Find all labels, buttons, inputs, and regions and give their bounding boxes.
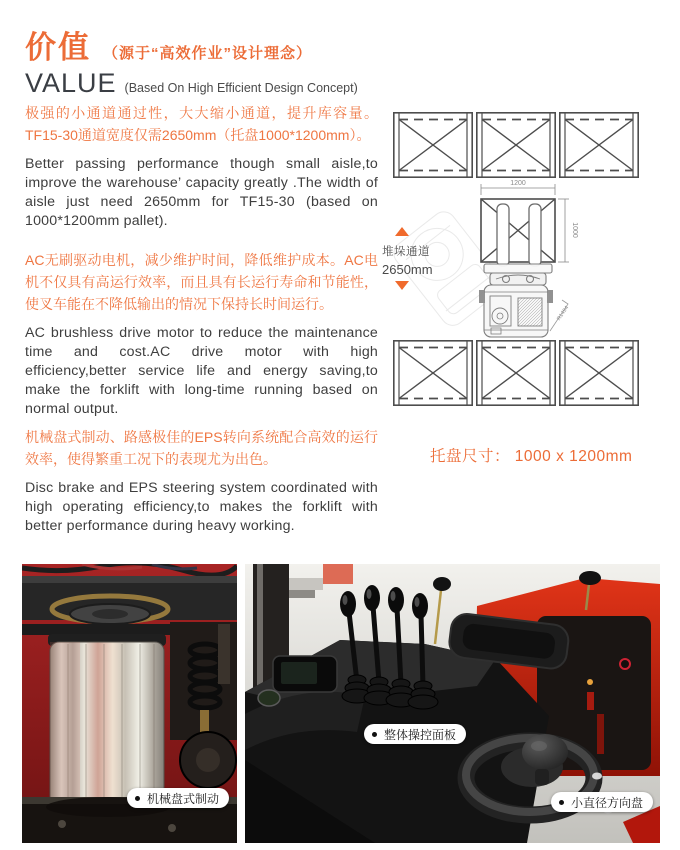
dim-depth-label: 1000 — [571, 222, 578, 238]
bullet-icon — [135, 796, 140, 801]
feature-brake-cn: 机械盘式制动、路感极佳的EPS转向系统配合高效的运行效率，使得繁重工况下的表现尤为出色。 — [25, 429, 378, 467]
feature-aisle-en: Better passing performance though small aisle,to improve the warehouse’ capacity greatly .The width of aisle just need 2650mm for TF15-30 (based on 1000*1200mm pallet). — [25, 156, 378, 229]
caption-steering-wheel — [551, 792, 653, 812]
aisle-annotation — [382, 227, 434, 290]
caption-disc-brake-label: 机械盘式制动 — [147, 791, 220, 806]
aisle-value: 2650mm — [382, 262, 433, 277]
feature-motor-en: AC brushless drive motor to reduce the maintenance time and cost.AC drive motor with high efficiency,better service life and energy saving,to make the forklift with long-time running based on normal output. — [25, 325, 378, 417]
dim-radius — [550, 300, 570, 331]
aisle-label: 堆垛通道 — [382, 246, 430, 258]
feature-block-aisle — [25, 102, 378, 231]
page-title-en-note: (Based On High Efficient Design Concept) — [124, 81, 358, 95]
dim-depth-line — [558, 199, 569, 262]
arrow-up-icon — [395, 227, 409, 236]
caption-control-panel-label: 整体操控面板 — [384, 727, 457, 742]
feature-brake-en: Disc brake and EPS steering system coordinated with high operating efficiency,to makes the forklift with better performance during heavy working. — [25, 480, 378, 534]
page-title-cn: 价值 — [25, 30, 91, 65]
feature-motor-cn: AC无刷驱动电机，减少维护时间，降低维护成本。AC电机不仅具有高运行效率，而且具有长运行寿命和节能性，使叉车能在不降低输出的情况下保持长时间运行。 — [25, 252, 378, 312]
feature-block-brake — [25, 426, 378, 536]
feature-block-motor — [25, 249, 378, 419]
feature-text-column — [25, 100, 378, 540]
caption-steering-wheel-label: 小直径方向盘 — [571, 795, 644, 810]
caption-control-panel — [364, 724, 466, 744]
feature-aisle-cn: 极强的小通道通过性，大大缩小通道，提升库容量。TF15-30通道宽度仅需2650mm（托盘1000*1200mm）。 — [25, 105, 378, 143]
page-title-en: VALUE — [25, 68, 117, 98]
dim-radius-label: R1494 — [556, 305, 571, 322]
page-title-cn-note: （源于“高效作业”设计理念） — [103, 45, 313, 62]
dim-width-label: 1200 — [510, 180, 526, 187]
pallet-row-bottom — [394, 341, 638, 405]
arrow-down-icon — [395, 281, 409, 290]
forklift-top-view — [479, 264, 553, 337]
pallet-size-caption: 托盘尺寸： 1000 x 1200mm — [430, 448, 633, 465]
page-header — [25, 22, 645, 99]
bullet-icon — [559, 800, 564, 805]
bullet-icon — [372, 732, 377, 737]
pallet-row-top — [394, 113, 638, 177]
caption-disc-brake — [127, 788, 229, 808]
center-pallet — [481, 199, 555, 262]
